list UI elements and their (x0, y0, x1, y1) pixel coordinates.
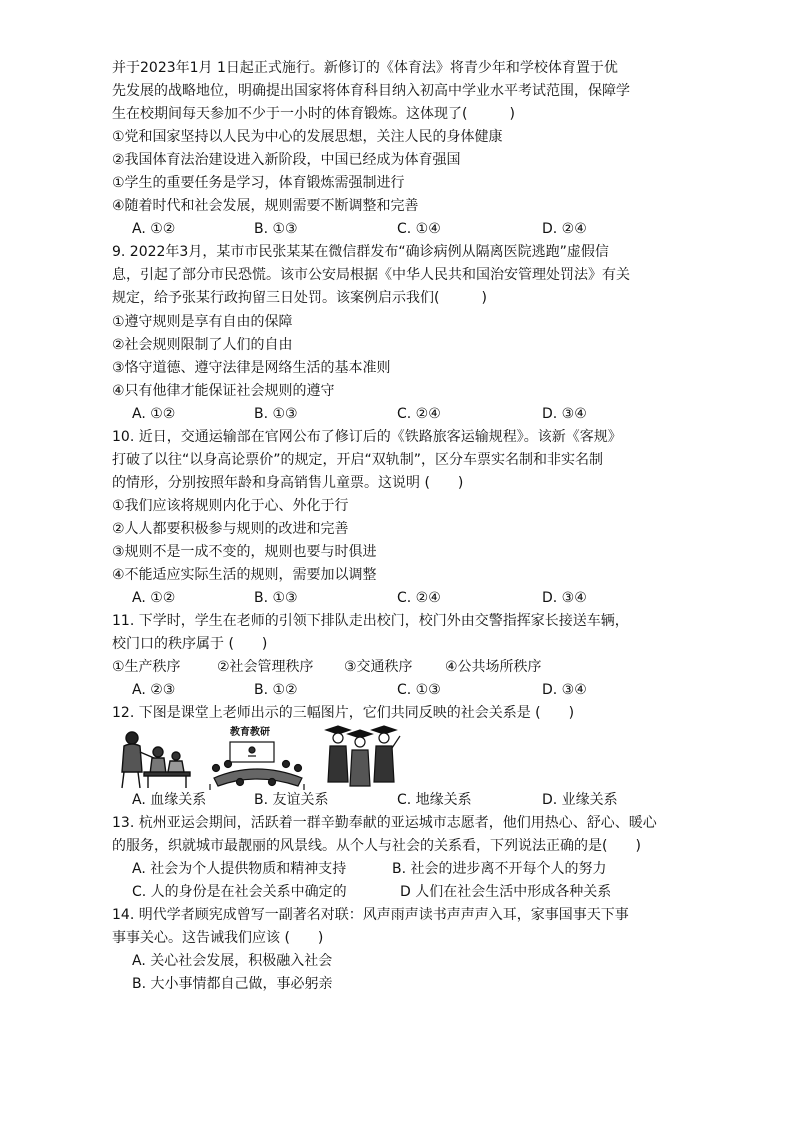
option-c[interactable]: C. 人的身份是在社会关系中确定的 (132, 884, 347, 900)
q11-item: ①生产秩序 (112, 659, 181, 675)
q13-stem-line: 13. 杭州亚运会期间，活跃着一群辛勤奉献的亚运城市志愿者，他们用热心、舒心、暖心 (112, 815, 657, 831)
q8-stem-line: 并于2023年1月 1日起正式施行。新修订的《体育法》将青少年和学校体育置于优 (112, 60, 618, 76)
q12-options (112, 790, 692, 810)
q10-stem-line: 打破了以往“以身高论票价”的规定，开启“双轨制”，区分车票实名制和非实名制 (112, 452, 604, 468)
q9-stem-line: 规定，给予张某行政拘留三日处罚。该案例启示我们( ) (112, 290, 487, 306)
option-a[interactable]: A. ②③ (132, 682, 176, 698)
q9-options (112, 404, 692, 424)
q14-stem-line: 14. 明代学者顾宪成曾写一副著名对联：风声雨声读书声声声入耳，家事国事天下事 (112, 907, 629, 923)
meeting-image-caption: 教育教研 (230, 727, 270, 738)
q8-stem-line: 生在校期间每天参加不少于一小时的体育锻炼。这体现了( ) (112, 106, 515, 122)
q8-item: ①党和国家坚持以人民为中心的发展思想，关注人民的身体健康 (112, 129, 503, 145)
q10-item: ①我们应该将规则内化于心、外化于行 (112, 498, 349, 514)
q9-item: ③恪守道德、遵守法律是网络生活的基本准则 (112, 360, 391, 376)
option-c[interactable]: C. ①④ (397, 221, 441, 237)
q9-item: ①遵守规则是享有自由的保障 (112, 314, 293, 330)
q10-item: ③规则不是一成不变的，规则也要与时俱进 (112, 544, 377, 560)
option-b[interactable]: B. ①② (254, 682, 298, 698)
option-d[interactable]: D. ③④ (542, 590, 587, 606)
q9-stem-line: 9. 2022年3月，某市市民张某某在微信群发布“确诊病例从隔离医院逃跑”虚假信 (112, 244, 609, 260)
q9-item: ④只有他律才能保证社会规则的遵守 (112, 383, 335, 399)
option-b[interactable]: B. 友谊关系 (254, 792, 329, 808)
q10-stem-line: 10. 近日，交通运输部在官网公布了修订后的《铁路旅客运输规程》。该新《客规》 (112, 429, 622, 445)
option-a[interactable]: A. 关心社会发展，积极融入社会 (132, 953, 333, 969)
q10-options (112, 588, 692, 608)
q9-item: ②社会规则限制了人们的自由 (112, 337, 293, 353)
option-b[interactable]: B. ①③ (254, 590, 298, 606)
q8-options (112, 219, 692, 239)
option-c[interactable]: C. ①③ (397, 682, 441, 698)
q8-item: ①学生的重要任务是学习，体育锻炼需强制进行 (112, 175, 405, 191)
q10-stem-line: 的情形，分别按照年龄和身高销售儿童票。这说明 ( ) (112, 475, 464, 491)
q11-items (112, 657, 692, 677)
option-b[interactable]: B. ①③ (254, 221, 298, 237)
q11-item: ③交通秩序 (344, 659, 413, 675)
q13-options-row (112, 882, 692, 902)
q11-item: ②社会管理秩序 (217, 659, 314, 675)
option-a[interactable]: A. ①② (132, 590, 176, 606)
option-d[interactable]: D. ②④ (542, 221, 587, 237)
graduates-image (322, 720, 402, 790)
q8-stem-line: 先发展的战略地位，明确提出国家将体育科目纳入初高中学业水平考试范围，保障学 (112, 83, 630, 99)
q11-options (112, 680, 692, 700)
q10-item: ④不能适应实际生活的规则，需要加以调整 (112, 567, 377, 583)
option-d[interactable]: D. ③④ (542, 406, 587, 422)
q10-item: ②人人都要积极参与规则的改进和完善 (112, 521, 349, 537)
option-d[interactable]: D. 业缘关系 (542, 792, 618, 808)
option-c[interactable]: C. 地缘关系 (397, 792, 472, 808)
option-a[interactable]: A. ①② (132, 406, 176, 422)
q11-stem-line: 11. 下学时，学生在老师的引领下排队走出校门，校门外由交警指挥家长接送车辆， (112, 613, 629, 629)
q8-item: ④随着时代和社会发展，规则需要不断调整和完善 (112, 198, 419, 214)
q11-stem-line: 校门口的秩序属于 ( ) (112, 636, 268, 652)
q13-options-row (112, 859, 692, 879)
q13-stem-line: 的服务，织就城市最靓丽的风景线。从个人与社会的关系看，下列说法正确的是( ) (112, 838, 641, 854)
q9-stem-line: 息，引起了部分市民恐慌。该市公安局根据《中华人民共和国治安管理处罚法》有关 (112, 267, 630, 283)
q12-images (112, 728, 412, 790)
option-d[interactable]: D. ③④ (542, 682, 587, 698)
q8-item: ②我国体育法治建设进入新阶段，中国已经成为体育强国 (112, 152, 461, 168)
option-b[interactable]: B. 社会的进步离不开每个人的努力 (392, 861, 607, 877)
option-a[interactable]: A. 血缘关系 (132, 792, 207, 808)
option-b[interactable]: B. 大小事情都自己做，事必躬亲 (132, 976, 333, 992)
option-c[interactable]: C. ②④ (397, 406, 441, 422)
option-c[interactable]: C. ②④ (397, 590, 441, 606)
option-a[interactable]: A. 社会为个人提供物质和精神支持 (132, 861, 347, 877)
q14-stem-line: 事事关心。这告诫我们应该 ( ) (112, 930, 324, 946)
q11-item: ④公共场所秩序 (445, 659, 542, 675)
q12-stem-line: 12. 下图是课堂上老师出示的三幅图片，它们共同反映的社会关系是 ( ) (112, 705, 575, 721)
option-a[interactable]: A. ①② (132, 221, 176, 237)
option-b[interactable]: B. ①③ (254, 406, 298, 422)
family-image (114, 728, 196, 790)
option-d[interactable]: D 人们在社会生活中形成各种关系 (400, 884, 612, 900)
